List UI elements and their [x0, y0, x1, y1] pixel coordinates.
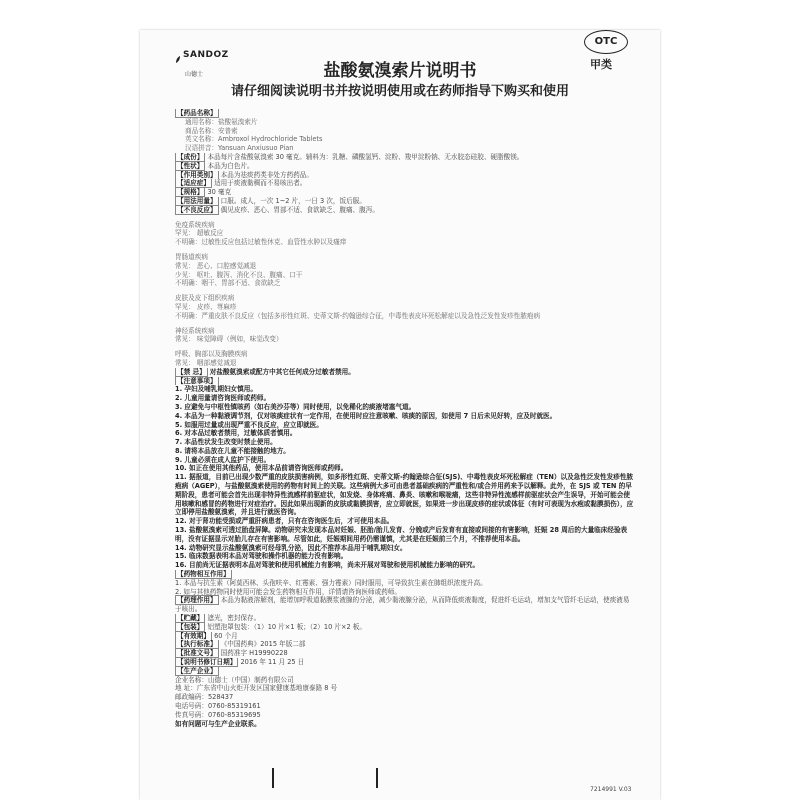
section-label-revision: 【说明书修订日期】 — [177, 658, 237, 667]
caution-item: 10. 如正在使用其他药品，使用本品前请咨询医师或药师。 — [175, 464, 348, 473]
section-label-indication: 【适应症】 — [177, 179, 210, 188]
section-label-pharmacology: 【药理作用】 — [177, 596, 217, 605]
name-line: 英文名称：Ambroxol Hydrochloride Tablets — [185, 135, 323, 144]
caution-item: 1. 孕妇及哺乳期妇女慎用。 — [175, 385, 257, 394]
section-label-dosage: 【用法用量】 — [177, 196, 217, 205]
section-label-approval: 【批准文号】 — [177, 649, 217, 658]
caution-item: 9. 儿童必须在成人监护下使用。 — [175, 455, 271, 464]
otc-class-label: 甲类 — [590, 58, 612, 71]
adverse-group-line: 不明确：咽干、胃部不适、食欲缺乏 — [175, 279, 281, 288]
caution-item: 3. 应避免与中枢性镇咳药（如右美沙芬等）同时使用，以免稀化的痰液堵塞气道。 — [175, 402, 416, 411]
adverse-group-line: 不明确：过敏性反应包括过敏性休克、血管性水肿以及瘙痒 — [175, 238, 347, 247]
brand-name-cn: 山德士 — [185, 71, 204, 78]
section-label-adverse: 【不良反应】 — [177, 205, 217, 214]
section-label-maker: 【生产企业】 — [177, 666, 217, 675]
adverse-group-title: 皮肤及皮下组织疾病 — [175, 294, 235, 303]
standard-text: 《中国药典》2015 年版二部 — [220, 640, 306, 649]
adverse-group-line: 常见： 咽部感觉减退 — [175, 358, 237, 367]
section-label-storage: 【贮藏】 — [177, 614, 204, 623]
adverse-group-title: 呼吸、胸部以及胸膜疾病 — [175, 350, 248, 359]
caution-item: 13. 盐酸氨溴索可透过胎盘屏障。动物研究未发现本品对妊娠、胚胎/胎儿发育、分娩或产后发育有直接或间接的有害影响，妊娠 28 周后的大量临床经验表明，没有证据显示对胎儿存在有害影响。尽管如此，妊娠期间用药仍需谨慎，尤其是在妊娠前三个月，不推荐使用本品。 — [175, 526, 628, 543]
otc-badge: OTC — [584, 30, 628, 54]
section-label-name: 【药品名称】 — [177, 109, 217, 117]
spec-text: 30 毫克 — [207, 188, 232, 197]
maker-line: 传真号码：0760-85319695 — [175, 710, 261, 719]
adverse-group-line: 罕见： 超敏反应 — [175, 229, 224, 238]
maker-line: 企业名称：山德士（中国）制药有限公司 — [175, 675, 294, 684]
ingredients-text: 本品每片含盐酸氨溴索 30 毫克。辅料为：乳糖、磷酸氢钙、淀粉、羧甲淀粉钠、无水胶态硅胶、硬脂酸镁。 — [207, 152, 524, 161]
section-label-validity: 【有效期】 — [177, 631, 210, 640]
adverse-group-title: 胃肠道疾病 — [175, 252, 208, 261]
adverse-group-line: 少见： 呕吐、腹泻、消化不良、腹痛、口干 — [175, 270, 303, 279]
caution-item: 12. 对于肾功能受损或严重肝病患者，只有在咨询医生后，才可使用本品。 — [175, 517, 394, 526]
document-subtitle: 请仔细阅读说明书并按说明使用或在药师指导下购买和使用 — [230, 84, 569, 99]
storage-text: 遮光，密封保存。 — [207, 614, 261, 623]
adverse-text: 偶见皮疹、恶心、胃部不适、食欲缺乏、腹痛、腹泻。 — [220, 205, 379, 214]
brand-name: SANDOZ — [183, 50, 229, 60]
leaflet-body — [175, 109, 635, 728]
dosage-text: 口服。成人，一次 1~2 片，一日 3 次，饭后服。 — [220, 196, 366, 205]
caution-item: 8. 请将本品放在儿童不能接触的地方。 — [175, 446, 290, 455]
caution-item: 16. 目前尚无证据表明本品对驾驶和使用机械能力有影响，尚未开展对驾驶和使用机械能力影响的研究。 — [175, 561, 480, 570]
indication-text: 适用于痰液黏稠而不易咳出者。 — [214, 179, 307, 188]
adverse-group-line: 常见： 味觉障碍（例如，味觉改变） — [175, 335, 283, 344]
section-label-interactions: 【药物相互作用】 — [177, 570, 230, 579]
name-line: 商品名称：安普索 — [185, 126, 238, 135]
adverse-group-title: 神经系统疾病 — [175, 326, 215, 335]
interaction-item: 1. 本品与抗生素（阿莫西林、头孢呋辛、红霉素、强力霉素）同时服用，可导致抗生素在肺组织浓度升高。 — [175, 578, 487, 587]
maker-line: 地 址：广东省中山火炬开发区国家健康基地康泰路 8 号 — [175, 684, 338, 693]
caution-item: 14. 动物研究显示盐酸氨溴索可经母乳分泌，因此不推荐本品用于哺乳期妇女。 — [175, 543, 407, 552]
leaflet-version-code: 7214991 V.03 — [590, 786, 632, 793]
section-label-ingredients: 【成份】 — [177, 152, 204, 161]
package-text: 铝塑泡罩包装：（1）10 片×1 板；（2）10 片×2 板。 — [207, 622, 366, 631]
caution-item: 6. 对本品过敏者禁用，过敏体质者慎用。 — [175, 429, 297, 438]
adverse-group-line: 常见： 恶心、口腔感觉减退 — [175, 261, 257, 270]
document-title: 盐酸氨溴索片说明书 — [323, 61, 477, 81]
adverse-group-title: 免疫系统疾病 — [175, 220, 215, 229]
section-label-cautions: 【注意事项】 — [177, 376, 217, 385]
section-label-standard: 【执行标准】 — [177, 640, 217, 649]
interaction-item: 2. 如与其他药物同时使用可能会发生药物相互作用，详情请咨询医师或药师。 — [175, 587, 401, 596]
section-label-properties: 【性状】 — [177, 161, 204, 170]
caution-item: 4. 本品为一种黏液调节剂，仅对咳痰症状有一定作用，在使用时应注意咳嗽、咳痰的原因，如使用 7 日后未见好转，应及时就医。 — [175, 411, 557, 420]
adverse-group-line: 不明确：严重皮肤不良反应（包括多形性红斑、史蒂文斯-约翰逊综合征，中毒性表皮坏死松解症以及急性泛发性发疹性脓疱病 — [175, 311, 541, 320]
maker-line: 电话号码：0760-85319161 — [175, 702, 261, 710]
section-label-package: 【包装】 — [177, 622, 204, 631]
caution-item: 2. 儿童用量请咨询医师或药师。 — [175, 394, 271, 403]
name-line: 汉语拼音：Yansuan Anxiusuo Pian — [185, 144, 294, 153]
adverse-group-line: 罕见： 皮疹、荨麻疹 — [175, 302, 237, 311]
caution-item: 5. 如服用过量或出现严重不良反应，应立即就医。 — [175, 420, 323, 429]
section-label-spec: 【规格】 — [177, 188, 204, 197]
contra-text: 对盐酸氨溴索或配方中其它任何成分过敏者禁用。 — [209, 367, 355, 376]
section-label-contra: 【禁 忌】 — [177, 367, 206, 376]
properties-text: 本品为白色片。 — [207, 161, 254, 170]
maker-line: 如有问题可与生产企业联系。 — [175, 719, 261, 728]
validity-text: 60 个月 — [214, 631, 238, 640]
print-registration-mark — [376, 768, 378, 788]
print-registration-mark — [272, 768, 274, 788]
name-line: 通用名称：盐酸氨溴索片 — [185, 117, 258, 126]
section-label-category: 【作用类别】 — [177, 170, 217, 179]
caution-item: 11. 据报道，目前已出现少数严重的皮肤损害病例，如多形性红斑、史蒂文斯-约翰逊综合征(SJS)、中毒性表皮坏死松解症（TEN）以及急性泛发性发疹性脓疱病（AGEP），与盐酸氨溴索使用的药物有时间上的关联。这些病例大多可由患者基础疾病的严重性和/或合并用药来予以解释。此外，在 SJS 或 TEN 的早期阶段，患者可能会首先出现非特异性流感样前驱症状，如发烧、身体疼痛、鼻炎、咳嗽和喉咙痛，这些非特异性流感样前驱症状会产生误导，开始可能会使用咳嗽和感冒的药物进行对症治疗。因此如果出现新的皮肤或黏膜损害，应立即就医，如果进一步出现皮疹的症状或体征（有时可表现为水疱或黏膜损伤），应立即停用盐酸氨溴索，并且进行就医咨询。 — [175, 473, 634, 517]
caution-item: 7. 本品性状发生改变时禁止使用。 — [175, 438, 277, 447]
revision-text: 2016 年 11 月 25 日 — [240, 658, 305, 667]
approval-text: 国药准字 H19990228 — [220, 649, 288, 658]
maker-line: 邮政编码：528437 — [175, 693, 234, 702]
category-text: 本品为祛痰药类非处方药药品。 — [220, 170, 313, 179]
caution-item: 15. 临床数据表明本品对驾驶和操作机器的能力没有影响。 — [175, 552, 348, 561]
pharmacology-text: 本品为黏液溶解剂，能增加呼吸道黏膜浆液腺的分泌，减少黏液腺分泌，从而降低痰液黏度，促进纤毛运动，增加支气管纤毛运动，使痰液易于咳出。 — [175, 596, 630, 614]
